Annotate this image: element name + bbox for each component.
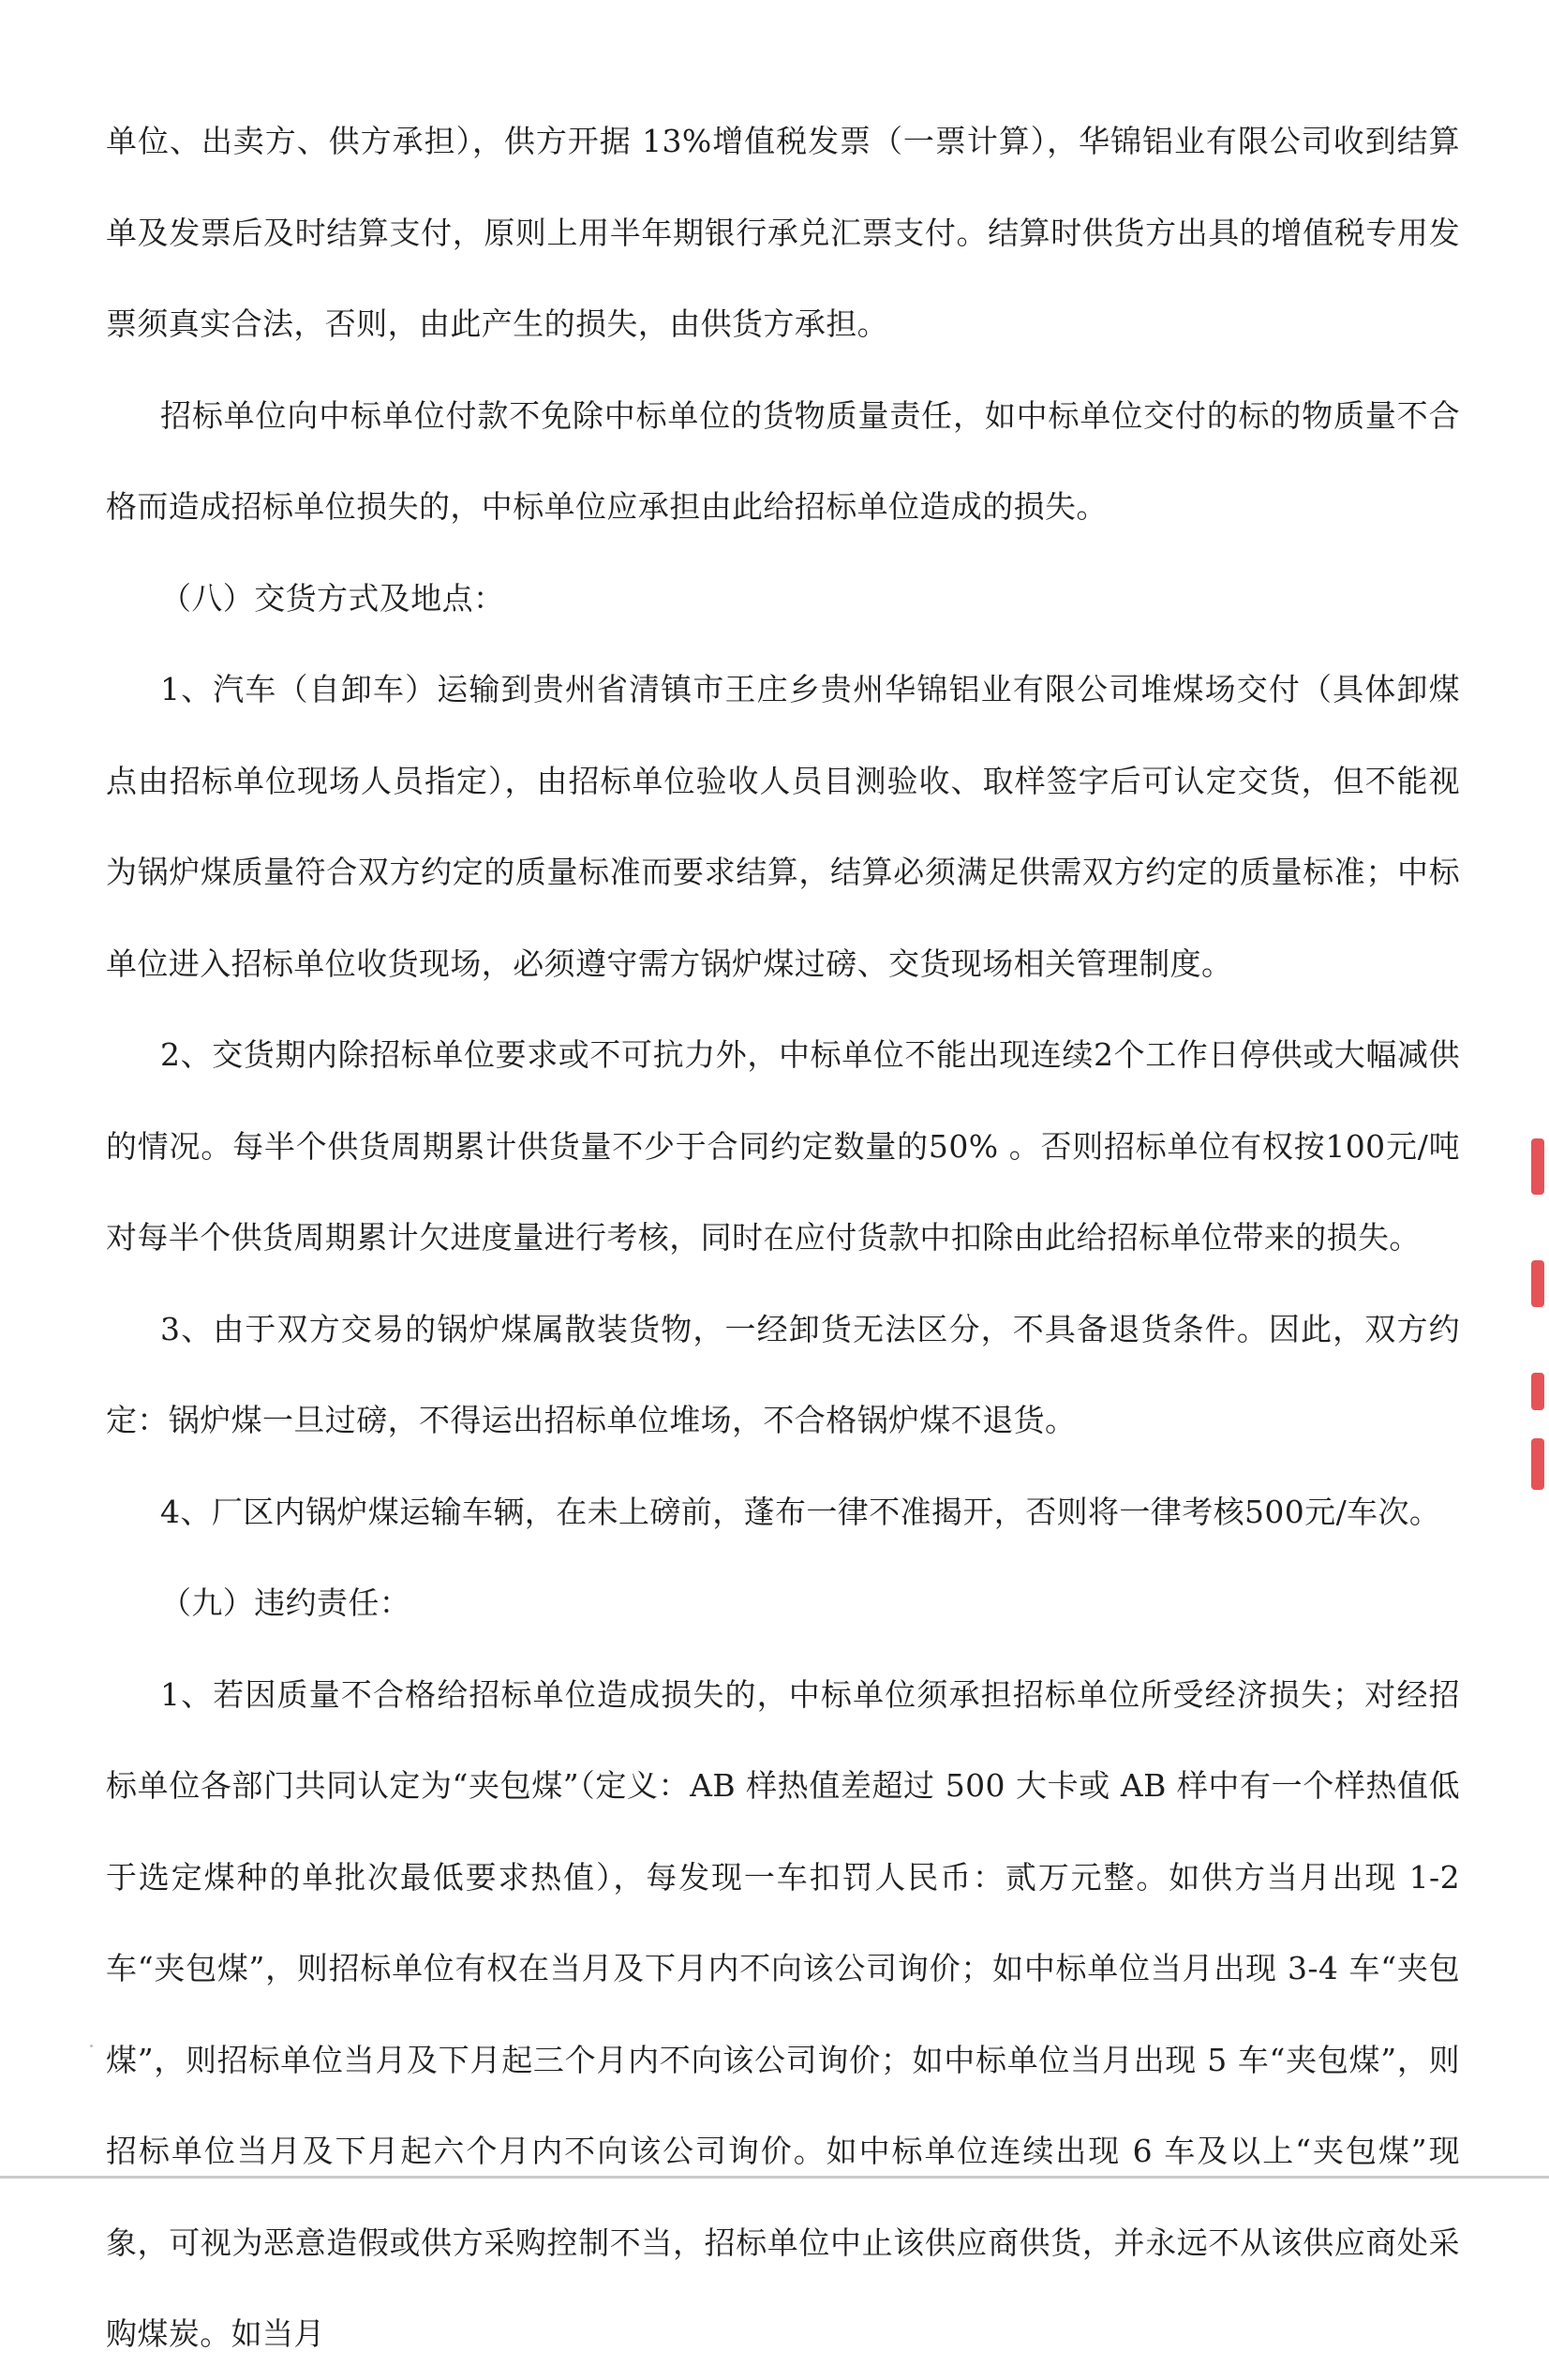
document-body [106,96,1460,2380]
section-heading-liability: （九）违约责任： [160,1584,411,1621]
paragraph-delivery-4: 4、厂区内锅炉煤运输车辆，在未上磅前，蓬布一律不准揭开，否则将一律考核500元/车次。 [160,1493,1441,1530]
scan-bottom-edge [0,2176,1549,2179]
scan-speck [90,2045,93,2047]
section-heading-delivery: （八）交货方式及地点： [160,579,505,617]
paragraph-delivery-2: 2、交货期内除招标单位要求或不可抗力外，中标单位不能出现连续2个工作日停供或大幅减供的情况。每半个供货周期累计供货量不少于合同约定数量的50% 。否则招标单位有权按100元/吨对每半个供货周期累计欠进度量进行考核，同时在应付货款中扣除由此给招标单位带来的损失。 [106,1036,1460,1256]
paragraph-delivery-3: 3、由于双方交易的锅炉煤属散装货物，一经卸货无法区分，不具备退货条件。因此，双方约定：锅炉煤一旦过磅，不得运出招标单位堆场，不合格锅炉煤不退货。 [106,1310,1460,1438]
seal-stamp-fragment [1531,1138,1549,1495]
paragraph-delivery-1: 1、汽车（自卸车）运输到贵州省清镇市王庄乡贵州华锦铝业有限公司堆煤场交付（具体卸煤点由招标单位现场人员指定），由招标单位验收人员目测验收、取样签字后可认定交货，但不能视为锅炉煤质量符合双方约定的质量标准而要求结算，结算必须满足供需双方约定的质量标准；中标单位进入招标单位收货现场，必须遵守需方锅炉煤过磅、交货现场相关管理制度。 [106,671,1460,982]
paragraph-liability-1: 1、若因质量不合格给招标单位造成损失的，中标单位须承担招标单位所受经济损失；对经招标单位各部门共同认定为“夹包煤”（定义：AB 样热值差超过 500 大卡或 AB 样中有一个样热值低于选定煤种的单批次最低要求热值），每发现一车扣罚人民币：贰万元整。如供方当月出现 1-2 车“夹包煤”，则招标单位有权在当月及下月内不向该公司询价；如中标单位当月出现 3-4 车“夹包煤”，则招标单位当月及下月起三个月内不向该公司询价；如中标单位当月出现 5 车“夹包煤”，则招标单位当月及下月起六个月内不向该公司询价。如中标单位连续出现 6 车及以上“夹包煤”现象，可视为恶意造假或供方采购控制不当，招标单位中止该供应商供货，并永远不从该供应商处采购煤炭。如当月 [106,1675,1460,2352]
paragraph-settlement-invoice: 单位、出卖方、供方承担），供方开据 13%增值税发票（一票计算），华锦铝业有限公司收到结算单及发票后及时结算支付，原则上用半年期银行承兑汇票支付。结算时供货方出具的增值税专用发票须真实合法，否则，由此产生的损失，由供货方承担。 [106,123,1460,342]
paragraph-quality-responsibility: 招标单位向中标单位付款不免除中标单位的货物质量责任，如中标单位交付的标的物质量不合格而造成招标单位损失的，中标单位应承担由此给招标单位造成的损失。 [106,396,1460,525]
